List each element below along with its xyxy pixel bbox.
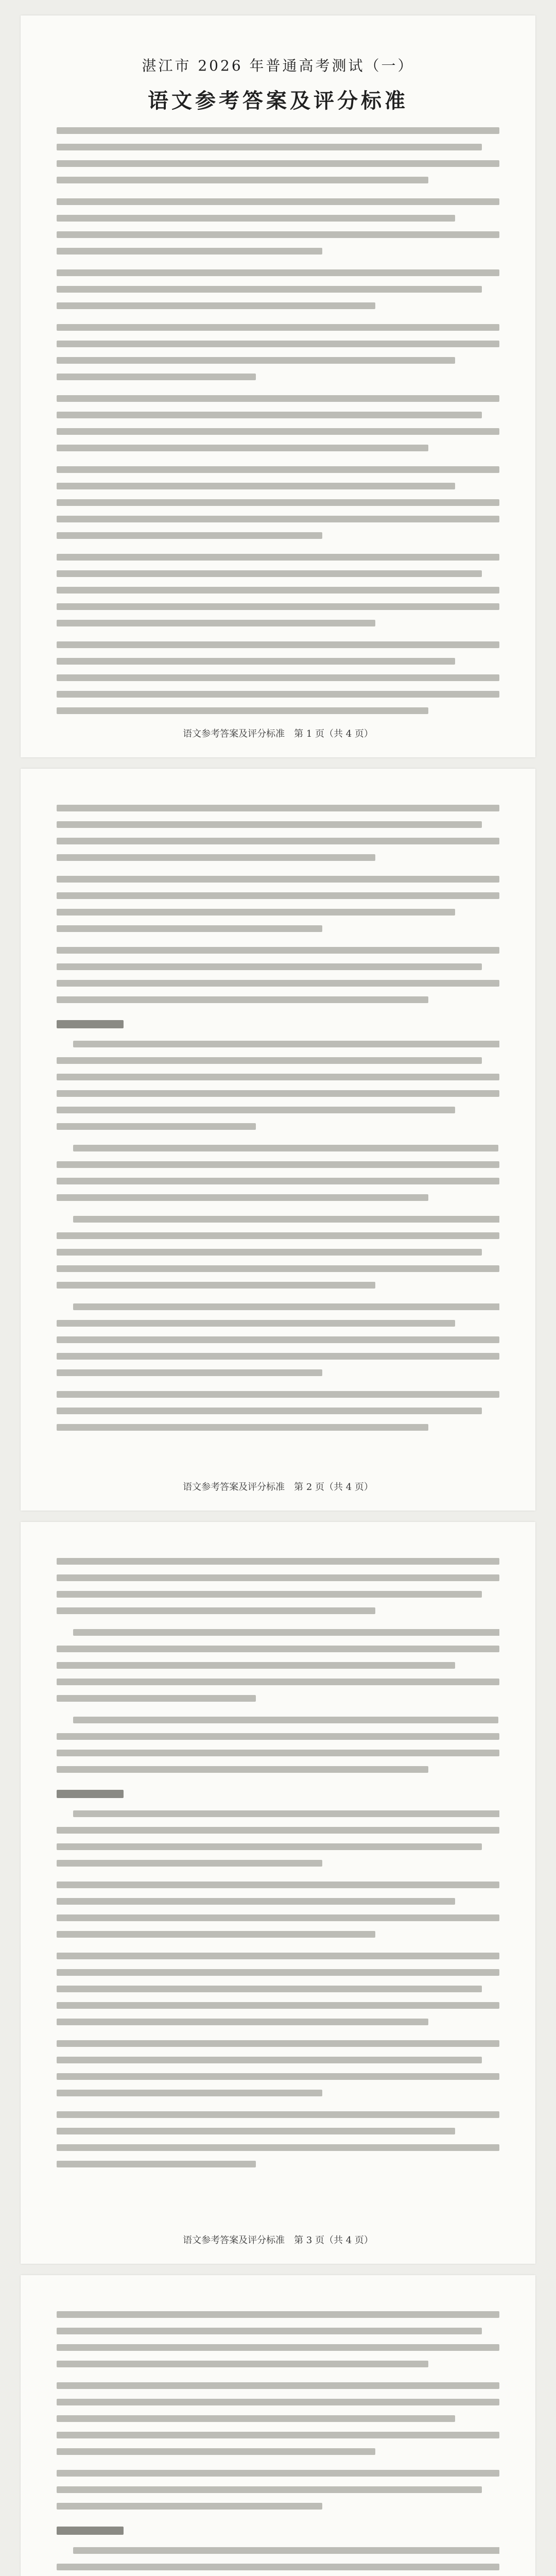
text-line: [73, 1717, 498, 1723]
text-line: [57, 641, 499, 648]
text-line: [57, 1860, 322, 1867]
text-line: [57, 1986, 482, 1992]
text-line: [73, 1629, 499, 1636]
section-heading-mark: [57, 1790, 124, 1798]
text-line: [57, 2448, 375, 2455]
text-line: [57, 483, 455, 489]
text-line: [57, 1914, 499, 1921]
text-line: [57, 2415, 455, 2422]
text-line: [57, 160, 499, 167]
section-heading-mark: [57, 2527, 124, 2535]
text-line: [57, 1178, 499, 1184]
page-footer: 语文参考答案及评分标准 第 3 页（共 4 页）: [183, 2235, 373, 2246]
text-line: [57, 892, 499, 899]
text-line: [57, 980, 499, 987]
text-line: [57, 1123, 256, 1130]
text-line: [57, 658, 455, 665]
text-line: [57, 587, 499, 594]
text-line: [57, 1898, 455, 1905]
text-line: [73, 2547, 499, 2554]
text-line: [57, 996, 428, 1003]
text-line: [57, 2486, 482, 2493]
text-line: [57, 838, 499, 844]
text-line: [73, 1216, 499, 1223]
text-line: [57, 428, 499, 435]
text-line: [57, 1336, 499, 1343]
text-line: [57, 1424, 428, 1431]
text-line: [57, 1320, 455, 1327]
text-line: [57, 177, 428, 183]
text-line: [57, 2111, 499, 2118]
text-line: [57, 1843, 482, 1850]
text-line: [57, 1391, 499, 1398]
text-line: [57, 2470, 499, 2477]
text-line: [57, 1232, 499, 1239]
text-line: [57, 1282, 375, 1289]
text-line: [57, 231, 499, 238]
text-line: [57, 1574, 499, 1581]
text-line: [57, 1194, 428, 1201]
text-line: [57, 1695, 256, 1702]
text-line: [57, 269, 499, 276]
text-line: [57, 1827, 499, 1834]
text-line: [57, 1766, 428, 1773]
text-line: [57, 1265, 499, 1272]
text-line: [57, 302, 375, 309]
text-line: [57, 324, 499, 331]
text-line: [57, 466, 499, 473]
text-line: [73, 1041, 499, 1047]
text-line: [57, 198, 499, 205]
text-line: [57, 374, 256, 380]
page-footer: 语文参考答案及评分标准 第 1 页（共 4 页）: [183, 728, 373, 739]
text-line: [57, 1558, 499, 1565]
text-line: [57, 620, 375, 626]
text-line: [57, 854, 375, 861]
text-line: [57, 1733, 499, 1740]
text-line: [57, 909, 455, 916]
text-line: [57, 1369, 322, 1376]
text-line: [57, 2503, 322, 2510]
text-line: [57, 1591, 482, 1598]
text-line: [57, 2019, 428, 2025]
text-line: [57, 2040, 499, 2047]
text-line: [57, 1249, 482, 1256]
text-line: [57, 499, 499, 506]
text-line: [57, 516, 499, 522]
text-line: [57, 2057, 482, 2063]
text-line: [57, 570, 482, 577]
text-line: [57, 1607, 375, 1614]
section-heading-mark: [57, 1020, 124, 1028]
text-line: [57, 2002, 499, 2009]
text-line: [57, 286, 482, 293]
text-line: [57, 2311, 499, 2318]
text-line: [57, 395, 499, 402]
page-footer: 语文参考答案及评分标准 第 2 页（共 4 页）: [183, 1482, 373, 1493]
text-line: [57, 1353, 499, 1360]
text-line: [57, 2399, 499, 2405]
text-line: [57, 1161, 499, 1168]
text-line: [57, 532, 322, 539]
text-line: [57, 805, 499, 811]
text-line: [57, 963, 482, 970]
page-body: [57, 805, 499, 1469]
text-line: [57, 707, 428, 714]
text-line: [57, 554, 499, 561]
text-line: [57, 1408, 482, 1414]
document-page: [21, 769, 535, 1511]
text-line: [57, 2128, 455, 2134]
document-title: 语文参考答案及评分标准: [148, 89, 408, 113]
text-line: [57, 2161, 256, 2167]
text-line: [57, 1679, 499, 1685]
text-line: [57, 1057, 482, 1064]
page-body: [57, 52, 499, 716]
text-line: [57, 2564, 499, 2570]
text-line: [57, 2144, 499, 2151]
text-line: [57, 248, 322, 255]
text-line: [57, 674, 499, 681]
text-line: [57, 1931, 375, 1938]
text-line: [57, 2073, 499, 2080]
text-line: [57, 2344, 499, 2351]
text-line: [57, 876, 499, 883]
page-body: [57, 2311, 499, 2576]
document-page: [21, 15, 535, 757]
text-line: [57, 1969, 499, 1976]
text-line: [57, 1090, 499, 1097]
document-page: [21, 1522, 535, 2264]
text-line: [57, 341, 499, 347]
text-line: [57, 1953, 499, 1959]
text-line: [57, 691, 499, 698]
text-line: [57, 1882, 499, 1888]
text-line: [57, 215, 455, 222]
text-line: [57, 947, 499, 954]
text-line: [73, 1303, 499, 1310]
text-line: [57, 2361, 428, 2367]
text-line: [73, 1145, 498, 1151]
text-line: [57, 821, 482, 828]
text-line: [57, 2090, 322, 2096]
page-body: [57, 1558, 499, 2223]
text-line: [57, 925, 322, 932]
text-line: [57, 144, 482, 150]
text-line: [57, 1107, 455, 1113]
text-line: [57, 2328, 482, 2334]
text-line: [57, 1074, 499, 1080]
text-line: [57, 1646, 499, 1652]
text-line: [57, 2432, 499, 2438]
text-line: [57, 445, 428, 451]
text-line: [57, 1662, 455, 1669]
text-line: [57, 603, 499, 610]
text-line: [57, 412, 482, 418]
text-line: [57, 357, 455, 364]
text-line: [57, 127, 499, 134]
text-line: [57, 1750, 499, 1756]
exam-title: 湛江市 2026 年普通高考测试（一）: [142, 57, 414, 74]
text-line: [57, 2382, 499, 2389]
document-page: [21, 2275, 535, 2576]
text-line: [73, 1810, 499, 1817]
